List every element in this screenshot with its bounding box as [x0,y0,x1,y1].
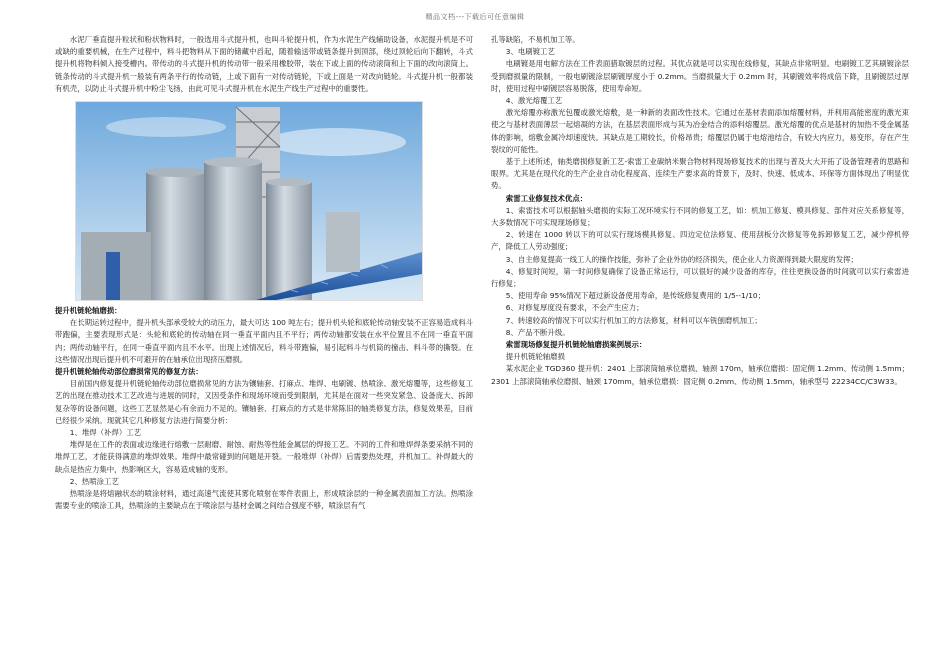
right-column [491,34,909,388]
left-column [55,34,473,512]
subheading-brush-plating: 3、电刷镀工艺 [505,47,555,57]
paragraph-wear: 在长期运转过程中，提升机头部承受较大的动压力，最大可达 100 吨左右；提升机头轮和底轮传动轴安装不正容易造成料斗带跑偏，主要表现形式是：头轮和底轮的传动轴在同一垂直平面内且不平行；两传动轴都安装在水平位置且不在同一垂直平面内；两传动轴平行，在同一垂直平面内且不水平。出现上述情况后，料斗带跑偏，易引起料斗与机筒的撞击、料斗带的撕裂。在这些情况出现后提升机不可避开的在轴承位出现挤压磨损。 [55,318,473,364]
paragraph-brush-plating: 电刷镀是用电解方法在工件表面猎取镀层的过程。其优点就是可以实现在线修复，其缺点非常明显。电刷镀工艺其刷镀涂层受到磨损量的限制，一般电刷镀涂层刷镀厚度小于 0.2mm。当磨损量大于 0.2mm 时，其刷镀效率将成倍下降，且刷镀层过厚时，使用过程中刷镀层容易脱落，使用寿命短。 [491,59,909,93]
advantage-item: 3、自主修复提高一线工人的操作技能，弥补了企业外协的经济损失，使企业人力资源得到最大限度的发挥； [505,254,858,264]
advantage-item: 6、对修复厚度没有要求，不会产生应力； [505,303,644,313]
advantage-item: 4、修复时间短，第一时间修复确保了设备正常运行，可以很好的减少设备的库存，往往更换设备的时间就可以实行索雷进行修复； [491,266,909,289]
silo-photo [75,101,423,301]
paragraph-spraying: 热喷涂是将熔融状态的喷涂材料，通过高速气流使其雾化喷射在零件表面上，形成喷涂层的一种金属表面加工方法。热喷涂需要专业的喷涂工具，热喷涂的主要缺点在于喷涂层与基材金属之间结合强度不够，喷涂层有气 [55,489,473,511]
paragraph-methods: 目前国内修复提升机链轮轴传动部位磨损常见的方法为镶轴套、打麻点、堆焊、电刷镀、热喷涂、激光熔覆等，这些修复工艺的出现在推动技术工艺改进与进展的同时，又因受条件和现场环境而受到限制，尤其是在面对一些突发紧急、设备庞大、拆卸复杂等的设备问题，这些工艺显然是心有余而力不足的。镶轴套、打麻点的方式是非常陈旧的轴类修复方法，修复效果差，目前已经很少采纳。现就其它几种修复方法进行简要分析： [55,379,473,425]
advantage-item: 8、产品不断升级。 [505,327,570,337]
advantage-item: 7、转速较高的情况下可以实行机加工的方法修复，材料可以车铣刨磨机加工； [505,315,762,325]
paragraph-summary: 基于上述所述，轴类磨损修复新工艺-索雷工业碳纳米聚合物材料现场修复技术的出现与普及大大开拓了设备管理者的思路和眼界。尤其是在现代化的生产企业自动化程度高、连续生产要求高的背景下，及时、快速、低成本、环保等方面体现出了明显优势。 [491,157,909,191]
subheading-case: 提升机链轮轴磨损 [505,352,565,362]
paragraph-continued: 孔等缺陷，不易机加工等。 [491,35,580,44]
paragraph-laser-cladding: 激光熔覆亦称激光包覆或激光熔敷，是一种新的表面改性技术。它通过在基材表面添加熔覆材料，并利用高能密度的激光束使之与基材表面薄层一起熔凝的方法，在基层表面形成与其为冶金结合的添料熔覆层。激光熔覆的优点是基材的加热不受金属基体的影响，熔敷金属冷却速度快。其缺点是工期较长，价格昂贵；熔覆层仍属于电熔池结合，有较大内应力，易变形，存在产生裂纹的可能性。 [491,108,909,154]
page-header: 精品文档---下载后可任意编辑 [425,13,525,21]
section-heading-methods: 提升机链轮轴传动部位磨损常见的修复方法： [55,367,203,377]
section-heading-wear: 提升机链轮轴磨损： [55,306,122,316]
subheading-laser-cladding: 4、激光熔覆工艺 [505,96,563,106]
paragraph-case: 某水泥企业 TGD360 提升机：2401 上部滚筒轴承位磨损、轴颈 170m，轴承位磨损：固定侧 1.2mm、传动侧 1.5mm；2301 上部滚筒轴承位磨损、轴颈 170mm，轴承位磨损：固定侧 0.2mm、传动侧 1.5mm，轴承型号 22234CC/C3W33。 [491,364,909,386]
intro-paragraph: 水泥厂垂直提升粒状和粉状物料时，一般选用斗式提升机，也叫斗轮提升机，作为水泥生产线辅助设备，水泥提升机是不可或缺的重要机械，在生产过程中，料斗把物料从下面的储藏中舀起，随着输送带或链条提升到顶部，绕过顶轮后向下翻转，斗式提升机将物料倾入接受槽内。带传动的斗式提升机的传动带一般采用橡胶带，装在下或上面的传动滚筒和上下面的改向滚筒上。链条传动的斗式提升机一般装有两条平行的传动链，上或下面有一对传动链轮，下或上面是一对改向链轮。斗式提升机一般都装有机壳，以防止斗式提升机中粉尘飞扬，由此可见斗式提升机在水泥生产线生产过程中的重要性。 [55,35,473,93]
subheading-spraying: 2、热喷涂工艺 [69,476,119,486]
section-heading-case: 索雷现场修复提升机链轮轴磨损案例展示： [505,340,647,350]
subheading-welding: 1、堆焊（补焊）工艺 [69,428,142,438]
paragraph-welding: 堆焊是在工件的表面或边缘进行熔敷一层耐磨、耐蚀、耐热等性能金属层的焊接工艺。不同的工件和堆焊焊条要采纳不同的堆焊工艺，才能获得满意的堆焊效果。堆焊中最常碰到的问题是开裂。一般堆焊（补焊）后需要热处理，并机加工。补焊最大的缺点是热应力集中，热影响区大，容易造成轴的变形。 [55,440,473,474]
section-heading-advantages: 索雷工业修复技术优点： [505,193,588,203]
advantage-item: 5、使用寿命 95%情况下超过新设备使用寿命，是传统修复费用的 1/5--1/10； [505,291,765,301]
cement-plant-image [76,102,422,300]
advantage-item: 2、转速在 1000 转以下的可以实行现场模具修复、四边定位法修复、使用刮板分次修复等免拆卸修复工艺，减少停机停产，降低工人劳动强度； [491,230,909,252]
advantage-item: 1、索雷技术可以根据轴头磨损的实际工况环境实行不同的修复工艺，如：机加工修复、模具修复、部件对应关系修复等，大多数情况下可实现现场修复； [491,205,909,228]
